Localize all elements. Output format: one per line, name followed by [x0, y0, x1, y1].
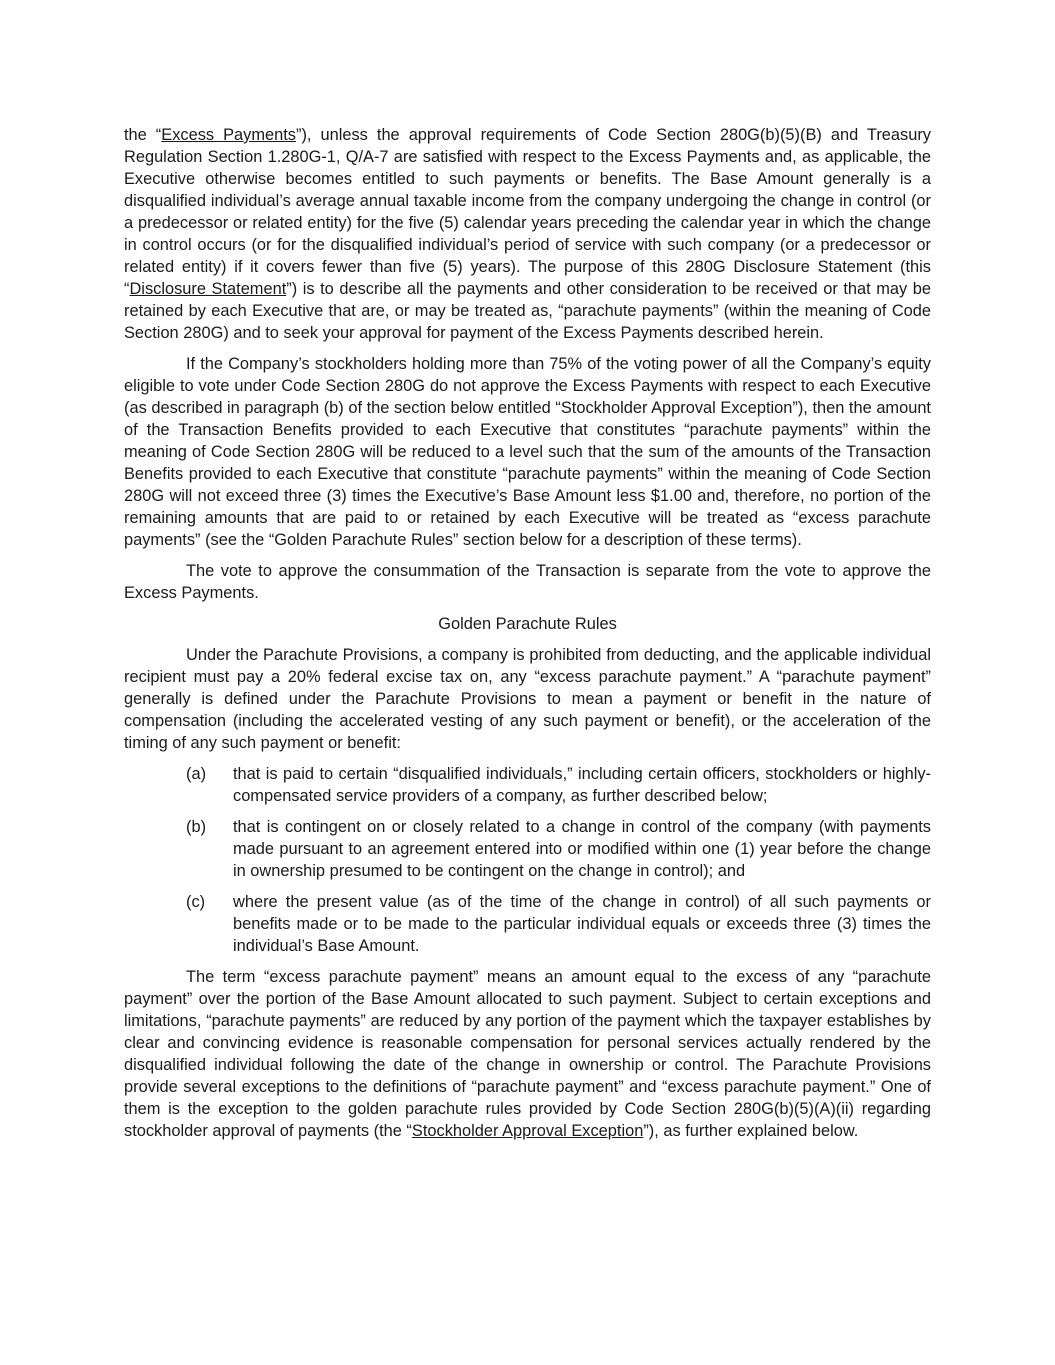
document-page: [124, 124, 931, 1151]
defined-term-disclosure-statement: Disclosure Statement: [129, 280, 287, 298]
defined-term-excess-payments: Excess Payments: [161, 126, 296, 144]
section-heading-golden-parachute-rules: Golden Parachute Rules: [438, 615, 617, 633]
paragraph-stockholder-vote: If the Company’s stockholders holding more than 75% of the voting power of all the Company’s equity eligible to vote under Code Section 280G do not approve the Excess Payments with respect to each Executive (as described in paragraph (b) of the section below entitled “Stockholder Approval Exception”), then the amount of the Transaction Benefits provided to each Executive that constitutes “parachute payments” within the meaning of Code Section 280G will be reduced to a level such that the sum of the amounts of the Transaction Benefits provided to each Executive that constitute “parachute payments” within the meaning of Code Section 280G will not exceed three (3) times the Executive’s Base Amount less $1.00 and, therefore, no portion of the remaining amounts that are paid to or retained by each Executive will be treated as “excess parachute payments” (see the “Golden Parachute Rules” section below for a description of these terms).: [124, 355, 931, 549]
list-label: (b): [186, 818, 207, 836]
list-label: (c): [186, 893, 206, 911]
paragraph-excess-payments: the “Excess Payments”), unless the approval requirements of Code Section 280G(b)(5)(B) and Treasury Regulation Section 1.280G-1, Q/A-7 are satisfied with respect to the Excess Payments and, as applicable, the Executive otherwise becomes entitled to such payments or benefits. The Base Amount generally is a disqualified individual’s average annual taxable income from the company undergoing the change in control (or a predecessor or related entity) for the five (5) calendar years preceding the calendar year in which the change in control occurs (or for the disqualified individual’s period of service with such company (or a predecessor or related entity) if it covers fewer than five (5) years). The purpose of this 280G Disclosure Statement (this “Disclosure Statement”) is to describe all the payments and other consideration to be received or that may be retained by each Executive that are, or may be treated as, “parachute payments” (within the meaning of Code Section 280G) and to seek your approval for payment of the Excess Payments described herein.: [124, 126, 931, 342]
paragraph-separate-vote: The vote to approve the consummation of the Transaction is separate from the vote to approve the Excess Payments.: [124, 562, 931, 602]
list-text: where the present value (as of the time of the change in control) of all such payments or benefits made or to be made to the particular individual equals or exceeds three (3) times the individual’s Base Amount.: [233, 893, 931, 955]
list-text: that is contingent on or closely related to a change in control of the company (with payments made pursuant to an agreement entered into or modified within one (1) year before the change in ownership presumed to be contingent on the change in control); and: [233, 818, 931, 880]
list-item-a: [124, 763, 931, 807]
list-label: (a): [186, 765, 207, 783]
paragraph-parachute-provisions: Under the Parachute Provisions, a company is prohibited from deducting, and the applicable individual recipient must pay a 20% federal excise tax on, any “excess parachute payment.” A “parachute payment” generally is defined under the Parachute Provisions to mean a payment or benefit in the nature of compensation (including the accelerated vesting of any such payment or benefit), or the acceleration of the timing of any such payment or benefit:: [124, 646, 931, 752]
list-text: that is paid to certain “disqualified individuals,” including certain officers, stockholders or highly-compensated service providers of a company, as further described below;: [233, 765, 931, 805]
list-item-c: [124, 891, 931, 957]
list-item-b: [124, 816, 931, 882]
paragraph-excess-parachute-payment: The term “excess parachute payment” means an amount equal to the excess of any “parachute payment” over the portion of the Base Amount allocated to such payment. Subject to certain exceptions and limitations, “parachute payments” are reduced by any portion of the payment which the taxpayer establishes by clear and convincing evidence is reasonable compensation for personal services actually rendered by the disqualified individual following the date of the change in ownership or control. The Parachute Provisions provide several exceptions to the definitions of “parachute payment” and “excess parachute payment.” One of them is the exception to the golden parachute rules provided by Code Section 280G(b)(5)(A)(ii) regarding stockholder approval of payments (the “Stockholder Approval Exception”), as further explained below.: [124, 968, 931, 1140]
defined-term-stockholder-approval-exception: Stockholder Approval Exception: [411, 1122, 644, 1140]
